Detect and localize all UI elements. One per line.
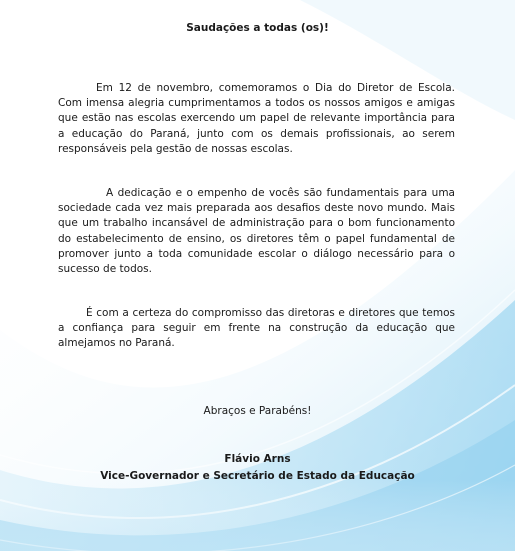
- paragraph-2: A dedicação e o empenho de vocês são fundamentais para uma sociedade cada vez mais preparada aos desafios deste novo mundo. Mais que um trabalho incansável de administração para o bom funcionamento do estabelecimento de ensino, os diretores têm o papel fundamental de promover junto a toda comunidade escolar o diálogo necessário para o sucesso de todos.: [58, 187, 455, 276]
- signer-title: Vice-Governador e Secretário de Estado da Educação: [100, 470, 415, 482]
- signer-name: Flávio Arns: [224, 453, 291, 465]
- paragraph-1: Em 12 de novembro, comemoramos o Dia do Diretor de Escola. Com imensa alegria cumprimentamos a todos os nossos amigos e amigas que estão nas escolas exercendo um papel de relevante importância para a educação do Paraná, junto com os demais profissionais, ao serem responsáveis pela gestão de nossas escolas.: [58, 82, 455, 155]
- closing: Abraços e Parabéns!: [203, 405, 312, 417]
- greeting: Saudações a todas (os)!: [186, 22, 329, 34]
- paragraph-3: É com a certeza do compromisso das diretoras e diretores que temos a confiança para seguir em frente na construção da educação que almejamos no Paraná.: [58, 307, 455, 350]
